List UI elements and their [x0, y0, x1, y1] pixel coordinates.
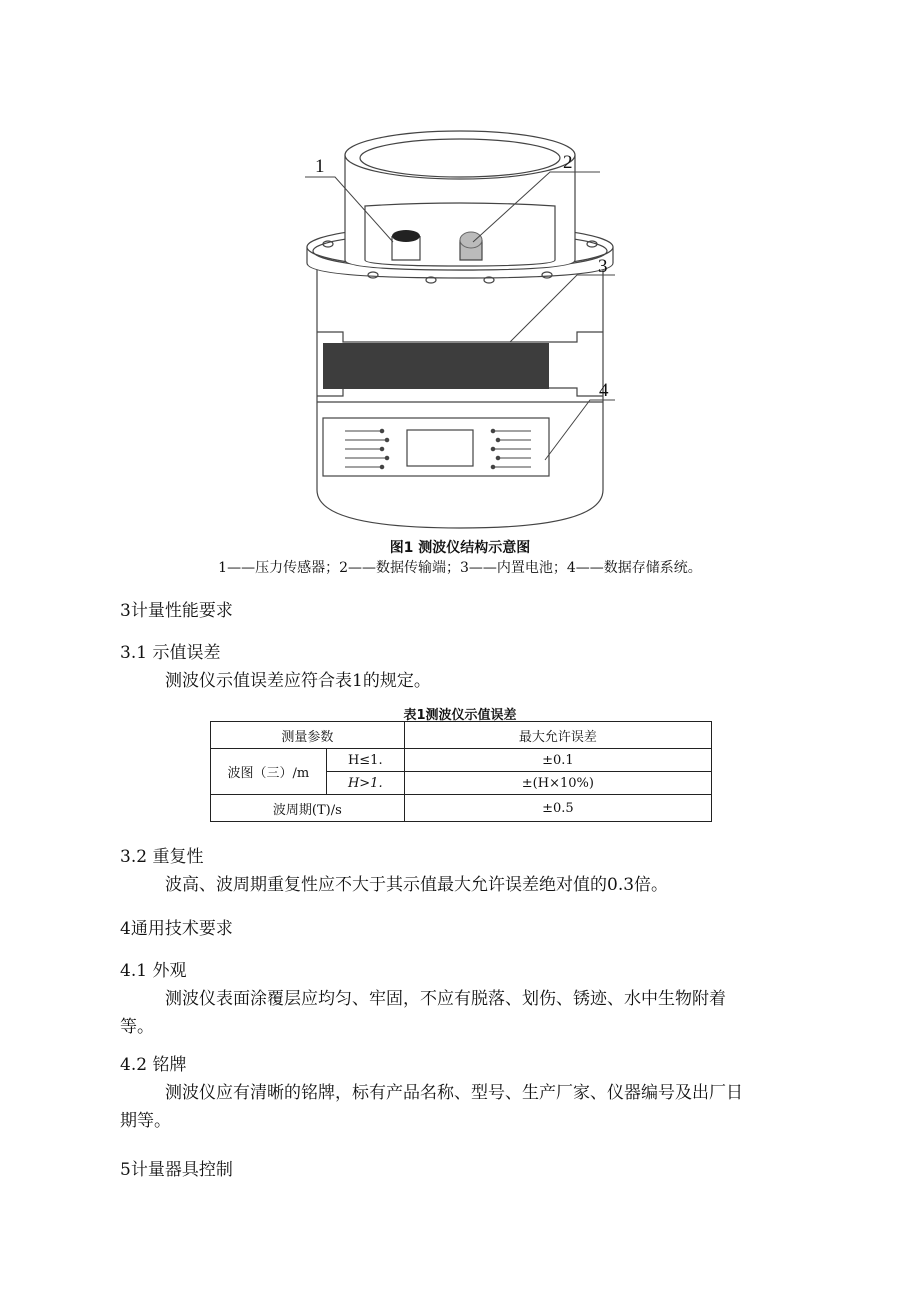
label-3: 3 — [598, 256, 608, 277]
heading-5: 5计量器具控制 — [120, 1160, 233, 1180]
row-wave-height-cond-b: H>1. — [326, 772, 404, 795]
figure-title: 图1 测波仪结构示意图 — [389, 540, 531, 556]
row-wave-period-param: 波周期(T)/s — [211, 795, 405, 822]
row-wave-height-param: 波图（三）/m — [211, 749, 327, 795]
paragraph-4-2-line1: 测波仪应有清晰的铭牌，标有产品名称、型号、生产厂家、仪器编号及出厂日 — [165, 1083, 743, 1103]
row-wave-height-value-b: ±(H×10%) — [404, 772, 711, 795]
row-wave-height-value-a: ±0.1 — [404, 749, 711, 772]
heading-3-1: 3.1 示值误差 — [120, 643, 221, 663]
label-1: 1 — [315, 156, 325, 177]
paragraph-3-1: 测波仪示值误差应符合表1的规定。 — [165, 671, 431, 691]
paragraph-3-2: 波高、波周期重复性应不大于其示值最大允许误差绝对值的0.3倍。 — [165, 875, 669, 895]
table-title: 表1测波仪示值误差 — [403, 708, 517, 723]
heading-4: 4通用技术要求 — [120, 919, 233, 939]
paragraph-4-2-line2: 期等。 — [120, 1111, 171, 1131]
label-4: 4 — [599, 380, 609, 401]
paragraph-4-1-line2: 等。 — [120, 1017, 154, 1037]
table-header-error: 最大允许误差 — [404, 722, 711, 749]
row-wave-period-value: ±0.5 — [404, 795, 711, 822]
error-table — [210, 721, 712, 822]
heading-4-1: 4.1 外观 — [120, 961, 187, 981]
heading-4-2: 4.2 铭牌 — [120, 1055, 187, 1075]
paragraph-4-1-line1: 测波仪表面涂覆层应均匀、牢固，不应有脱落、划伤、锈迹、水中生物附着 — [165, 989, 726, 1009]
table-header-param: 测量参数 — [211, 722, 405, 749]
label-2: 2 — [563, 152, 573, 173]
heading-3: 3计量性能要求 — [120, 601, 233, 621]
heading-3-2: 3.2 重复性 — [120, 847, 204, 867]
row-wave-height-cond-a: H≤1. — [326, 749, 404, 772]
figure-legend: 1——压力传感器；2——数据传输端；3——内置电池；4——数据存储系统。 — [218, 560, 702, 576]
wave-meter-structure-diagram — [295, 120, 625, 535]
